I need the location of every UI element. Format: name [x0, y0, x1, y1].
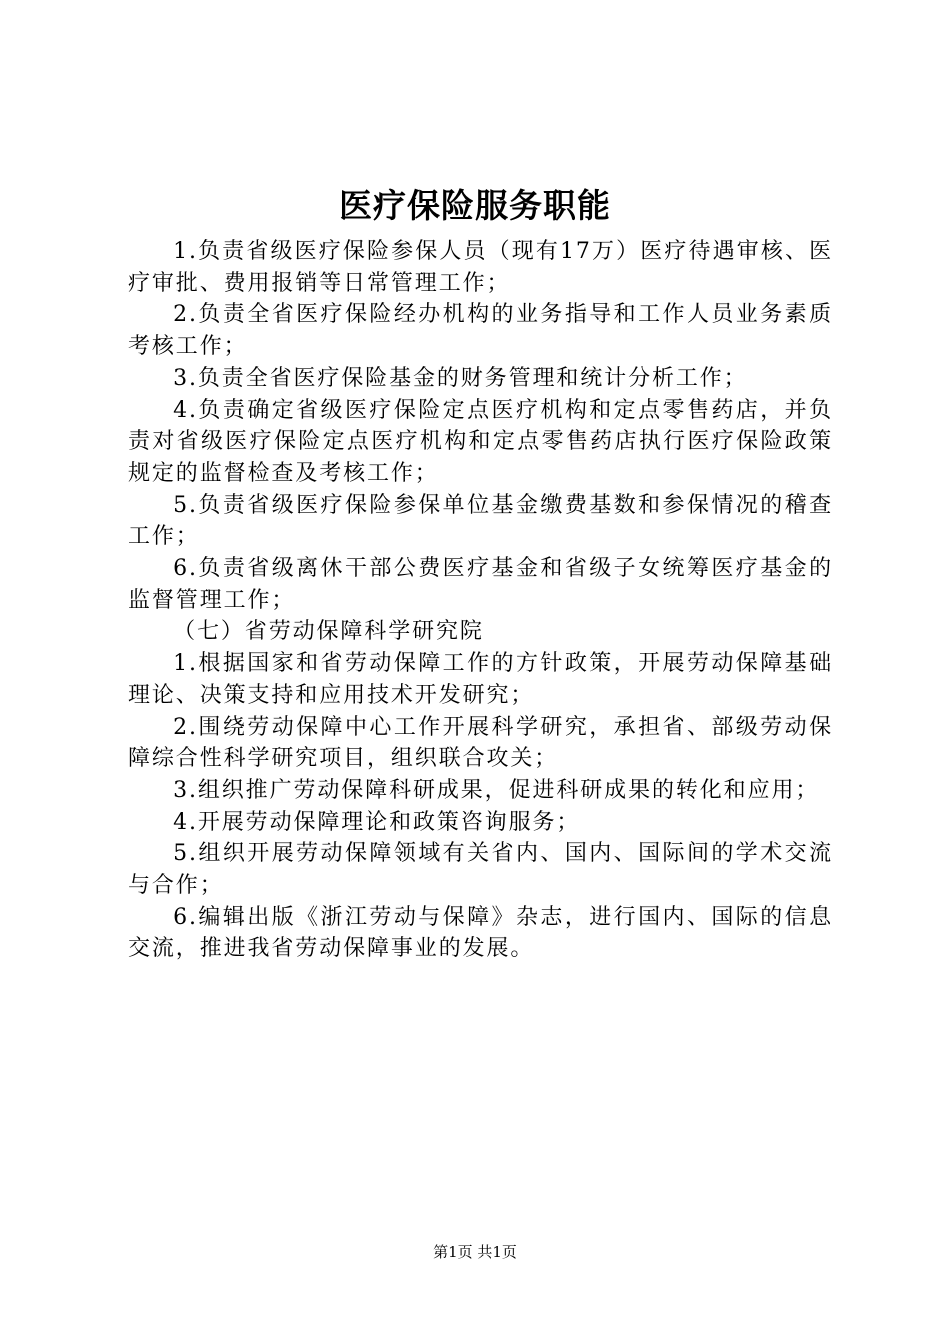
section-heading: （七）省劳动保障科学研究院 — [173, 619, 484, 645]
page-footer: 第1页 共1页 — [433, 1243, 517, 1261]
paragraph: 4.负责确定省级医疗保险定点医疗机构和定点零售药店，并负责对省级医疗保险定点医疗机构和定点零售药店执行医疗保险政策规定的监督检查及考核工作； — [128, 397, 833, 486]
paragraph: 3.负责全省医疗保险基金的财务管理和统计分析工作； — [173, 365, 748, 391]
paragraph: 1.负责省级医疗保险参保人员（现有17万）医疗待遇审核、医疗审批、费用报销等日常管理工作； — [128, 239, 833, 296]
paragraph: 2.围绕劳动保障中心工作开展科学研究，承担省、部级劳动保障综合性科学研究项目，组织联合攻关； — [128, 714, 833, 772]
document-body — [128, 236, 833, 965]
paragraph: 4.开展劳动保障理论和政策咨询服务； — [173, 809, 581, 835]
paragraph: 5.组织开展劳动保障领域有关省内、国内、国际间的学术交流与合作； — [128, 841, 833, 899]
paragraph: 5.负责省级医疗保险参保单位基金缴费基数和参保情况的稽查工作； — [128, 492, 833, 550]
paragraph: 2.负责全省医疗保险经办机构的业务指导和工作人员业务素质考核工作； — [128, 302, 833, 360]
paragraph: 3.组织推广劳动保障科研成果，促进科研成果的转化和应用； — [173, 777, 820, 803]
document-title: 医疗保险服务职能 — [339, 186, 611, 225]
paragraph: 6.编辑出版《浙江劳动与保障》杂志，进行国内、国际的信息交流，推进我省劳动保障事业的发展。 — [128, 904, 833, 962]
paragraph: 6.负责省级离休干部公费医疗基金和省级子女统筹医疗基金的监督管理工作； — [128, 556, 833, 613]
paragraph: 1.根据国家和省劳动保障工作的方针政策，开展劳动保障基础理论、决策支持和应用技术开发研究； — [128, 651, 833, 708]
